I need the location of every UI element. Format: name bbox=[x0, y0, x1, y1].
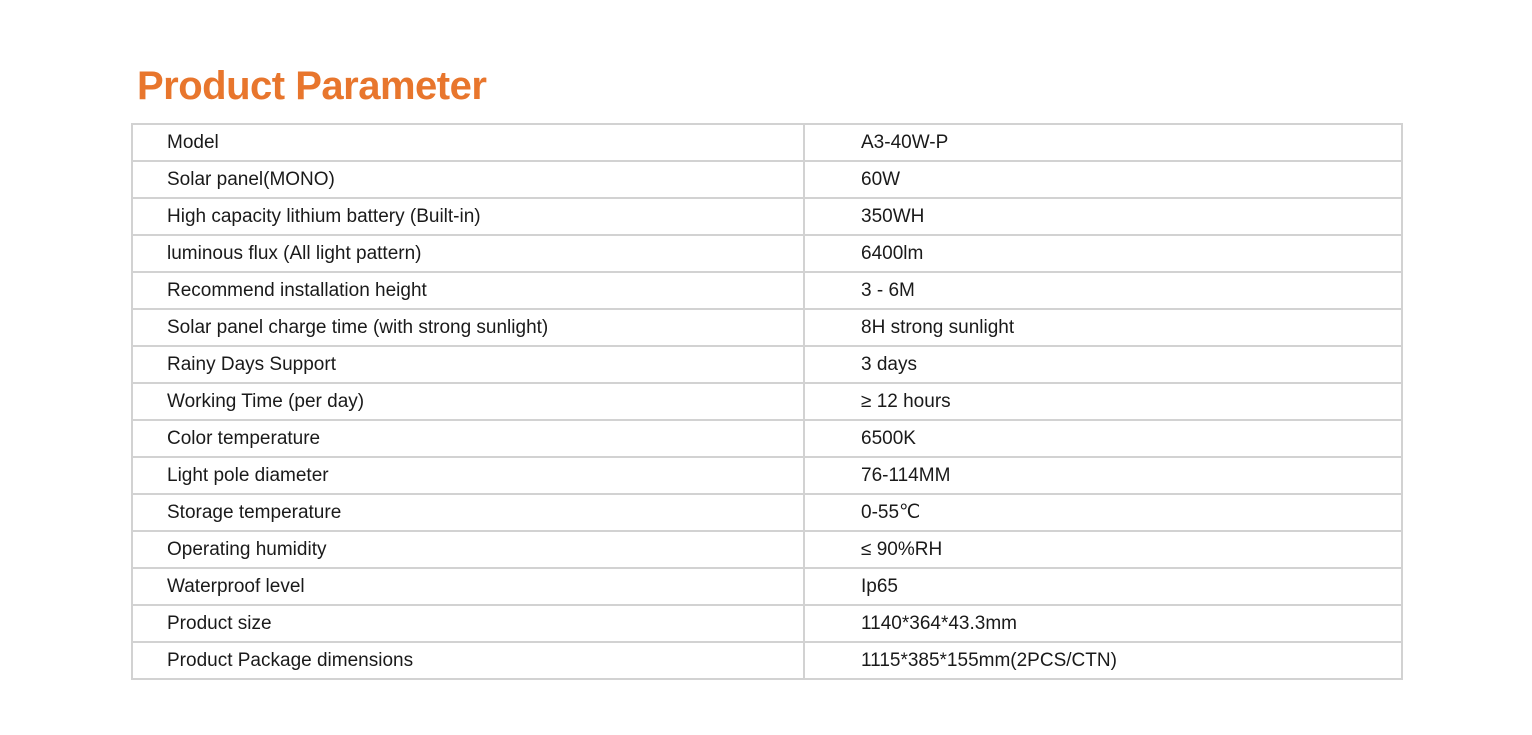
table-row bbox=[132, 420, 1402, 457]
parameter-label: Product Package dimensions bbox=[132, 642, 804, 679]
parameter-value: A3-40W-P bbox=[804, 124, 1402, 161]
parameter-value: 6500K bbox=[804, 420, 1402, 457]
table-row bbox=[132, 531, 1402, 568]
parameter-label: Solar panel charge time (with strong sunlight) bbox=[132, 309, 804, 346]
table-row bbox=[132, 494, 1402, 531]
parameter-value: 76-114MM bbox=[804, 457, 1402, 494]
table-row bbox=[132, 346, 1402, 383]
page-title: Product Parameter bbox=[137, 64, 487, 108]
parameter-label: High capacity lithium battery (Built-in) bbox=[132, 198, 804, 235]
table-row bbox=[132, 568, 1402, 605]
table-row bbox=[132, 272, 1402, 309]
parameter-value: 3 days bbox=[804, 346, 1402, 383]
table-row bbox=[132, 198, 1402, 235]
parameter-label: Light pole diameter bbox=[132, 457, 804, 494]
parameter-value: 60W bbox=[804, 161, 1402, 198]
parameter-label: Recommend installation height bbox=[132, 272, 804, 309]
parameter-label: Working Time (per day) bbox=[132, 383, 804, 420]
table-row bbox=[132, 605, 1402, 642]
parameter-label: luminous flux (All light pattern) bbox=[132, 235, 804, 272]
parameter-value: 1140*364*43.3mm bbox=[804, 605, 1402, 642]
parameter-label: Storage temperature bbox=[132, 494, 804, 531]
table-row bbox=[132, 124, 1402, 161]
parameter-value: 3 - 6M bbox=[804, 272, 1402, 309]
parameter-value: ≥ 12 hours bbox=[804, 383, 1402, 420]
parameter-label: Model bbox=[132, 124, 804, 161]
parameter-label: Solar panel(MONO) bbox=[132, 161, 804, 198]
table-row bbox=[132, 161, 1402, 198]
parameter-value: 350WH bbox=[804, 198, 1402, 235]
table-row bbox=[132, 235, 1402, 272]
parameter-label: Waterproof level bbox=[132, 568, 804, 605]
parameter-value: 1115*385*155mm(2PCS/CTN) bbox=[804, 642, 1402, 679]
parameter-label: Rainy Days Support bbox=[132, 346, 804, 383]
parameter-label: Operating humidity bbox=[132, 531, 804, 568]
table-row bbox=[132, 642, 1402, 679]
parameter-value: 8H strong sunlight bbox=[804, 309, 1402, 346]
table-row bbox=[132, 309, 1402, 346]
parameter-label: Color temperature bbox=[132, 420, 804, 457]
parameter-value: ≤ 90%RH bbox=[804, 531, 1402, 568]
parameter-label: Product size bbox=[132, 605, 804, 642]
table-row bbox=[132, 383, 1402, 420]
table-row bbox=[132, 457, 1402, 494]
parameter-value: 0-55℃ bbox=[804, 494, 1402, 531]
parameter-value: 6400lm bbox=[804, 235, 1402, 272]
parameter-value: Ip65 bbox=[804, 568, 1402, 605]
parameter-table bbox=[131, 123, 1403, 680]
